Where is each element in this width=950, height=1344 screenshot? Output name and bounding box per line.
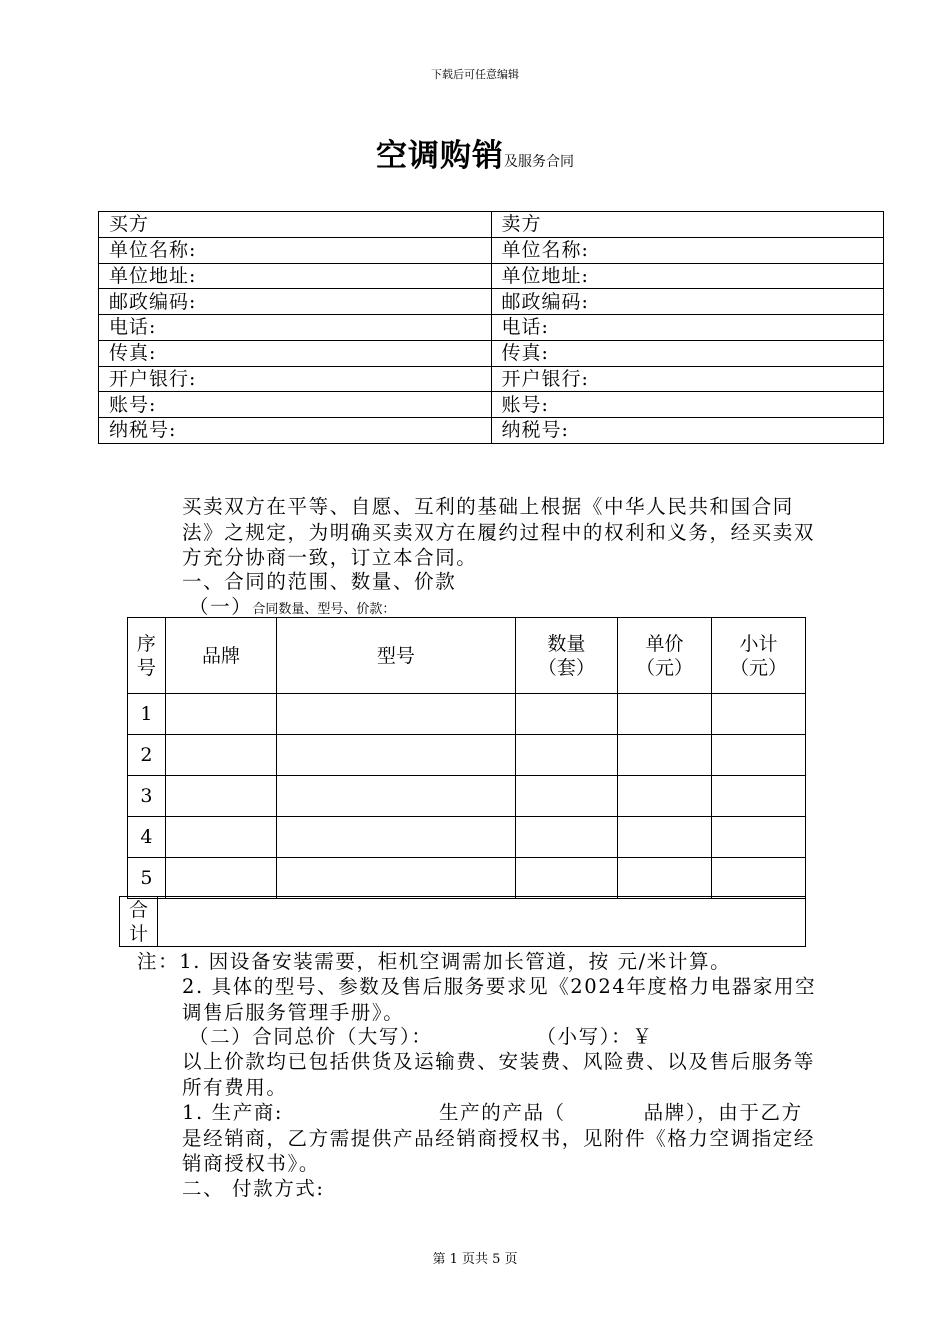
row-index: 2 [128, 735, 166, 776]
buyer-field: 纳税号: [99, 418, 492, 444]
page-number: 第 1 页共 5 页 [432, 1252, 518, 1267]
note-2: 2. 具体的型号、参数及售后服务要求见《2024年度格力电器家用空调售后服务管理手册》。 [182, 975, 817, 1024]
manufacturer-paragraph: 1. 生产商: 生产的产品（ 品牌），由于乙方是经销商，乙方需提供产品经销商授权书，见附件《格力空调指定经销商授权书》。 [182, 1101, 816, 1175]
title-sub: 及服务合同 [504, 154, 574, 170]
seller-header: 卖方 [491, 212, 884, 238]
row-index: 3 [128, 776, 166, 817]
intro-paragraph: 买卖双方在平等、自愿、互利的基础上根据《中华人民共和国合同法》之规定，为明确买卖双方在履约过程中的权利和义务，经买卖双方充分协商一致，订立本合同。 [182, 495, 816, 569]
seller-field: 传真: [491, 340, 884, 366]
items-table [127, 617, 806, 899]
col-header-index: 序号 [128, 618, 166, 694]
header-note: 下载后可任意编辑 [431, 68, 519, 81]
seller-field: 单位名称: [491, 237, 884, 263]
seller-field: 单位地址: [491, 263, 884, 289]
col-header-unit-price: 单价（元） [617, 618, 711, 694]
row-index: 5 [128, 858, 166, 899]
seller-field: 开户银行: [491, 366, 884, 392]
table-row [128, 735, 806, 776]
title-main: 空调购销 [376, 138, 504, 174]
total-price-small-label: （小写）：￥ [536, 1025, 654, 1048]
table-row [128, 776, 806, 817]
parties-table [98, 211, 884, 444]
table-row [128, 694, 806, 735]
buyer-field: 账号: [99, 392, 492, 418]
buyer-header: 买方 [99, 212, 492, 238]
buyer-field: 单位名称: [99, 237, 492, 263]
buyer-field: 开户银行: [99, 366, 492, 392]
seller-field: 账号: [491, 392, 884, 418]
sub1-prefix: （一） [189, 595, 253, 618]
seller-field: 邮政编码: [491, 289, 884, 315]
section1-title: 一、合同的范围、数量、价款 [182, 570, 457, 593]
col-header-model: 型号 [277, 618, 516, 694]
row-index: 1 [128, 694, 166, 735]
note-1: 注：1. 因设备安装需要，柜机空调需加长管道，按 元/米计算。 [137, 950, 732, 973]
row-index: 4 [128, 817, 166, 858]
total-price-line [137, 1024, 823, 1050]
sub1-text: 合同数量、型号、价款： [252, 602, 396, 617]
total-price-label: （二）合同总价（大写）： [189, 1025, 433, 1048]
price-included-paragraph: 以上价款均已包括供货及运输费、安装费、风险费、以及售后服务等所有费用。 [182, 1050, 816, 1099]
col-header-quantity: 数量（套） [515, 618, 617, 694]
section2-title: 二、 付款方式: [182, 1177, 325, 1200]
buyer-field: 单位地址: [99, 263, 492, 289]
page-title [0, 130, 950, 175]
seller-field: 电话: [491, 315, 884, 341]
buyer-field: 邮政编码: [99, 289, 492, 315]
seller-field: 纳税号: [491, 418, 884, 444]
total-row [119, 896, 806, 947]
col-header-brand: 品牌 [165, 618, 276, 694]
buyer-field: 电话: [99, 315, 492, 341]
buyer-field: 传真: [99, 340, 492, 366]
col-header-subtotal: 小计（元） [711, 618, 805, 694]
total-label: 合计 [120, 897, 158, 947]
table-row [128, 817, 806, 858]
table-row [128, 858, 806, 899]
